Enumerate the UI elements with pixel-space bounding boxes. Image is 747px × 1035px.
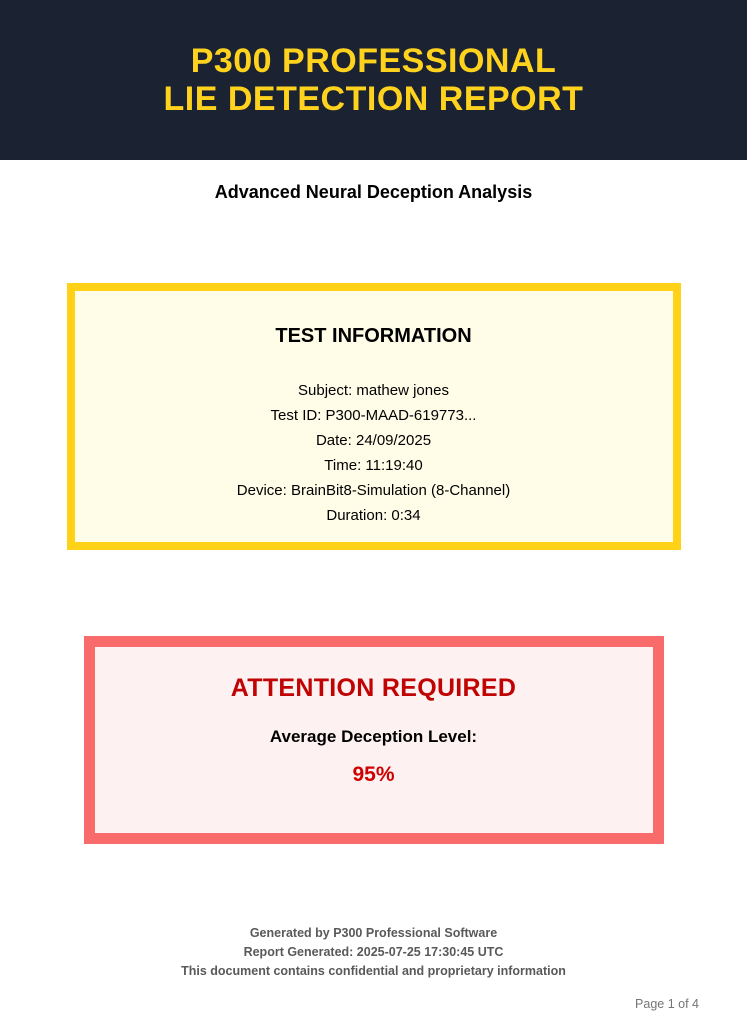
- footer-confidential-notice: This document contains confidential and proprietary information: [181, 964, 566, 978]
- report-header: [0, 0, 747, 160]
- attention-title: ATTENTION REQUIRED: [230, 674, 517, 702]
- test-information-lines: [95, 378, 653, 528]
- attention-required-box: [84, 636, 664, 844]
- test-info-duration: Duration: 0:34: [326, 507, 421, 524]
- test-info-date: Date: 24/09/2025: [315, 432, 432, 449]
- test-info-time: Time: 11:19:40: [324, 457, 423, 474]
- test-information-box: [67, 283, 681, 550]
- test-info-test-id: Test ID: P300-MAAD-619773...: [270, 407, 477, 424]
- report-title-line1: P300 PROFESSIONAL: [190, 42, 557, 80]
- test-info-subject: Subject: mathew jones: [298, 382, 449, 399]
- report-title-line2: LIE DETECTION REPORT: [163, 80, 584, 118]
- deception-level-value: 95%: [352, 763, 395, 786]
- test-information-title: TEST INFORMATION: [275, 325, 472, 347]
- deception-level-label: Average Deception Level:: [269, 727, 478, 746]
- page-number: Page 1 of 4: [635, 997, 699, 1011]
- test-info-device: Device: BrainBit8-Simulation (8-Channel): [236, 482, 511, 499]
- report-footer: [0, 924, 747, 981]
- footer-report-generated: Report Generated: 2025-07-25 17:30:45 UTC: [243, 945, 504, 959]
- report-subtitle: Advanced Neural Deception Analysis: [214, 182, 533, 202]
- footer-generated-by: Generated by P300 Professional Software: [249, 926, 498, 940]
